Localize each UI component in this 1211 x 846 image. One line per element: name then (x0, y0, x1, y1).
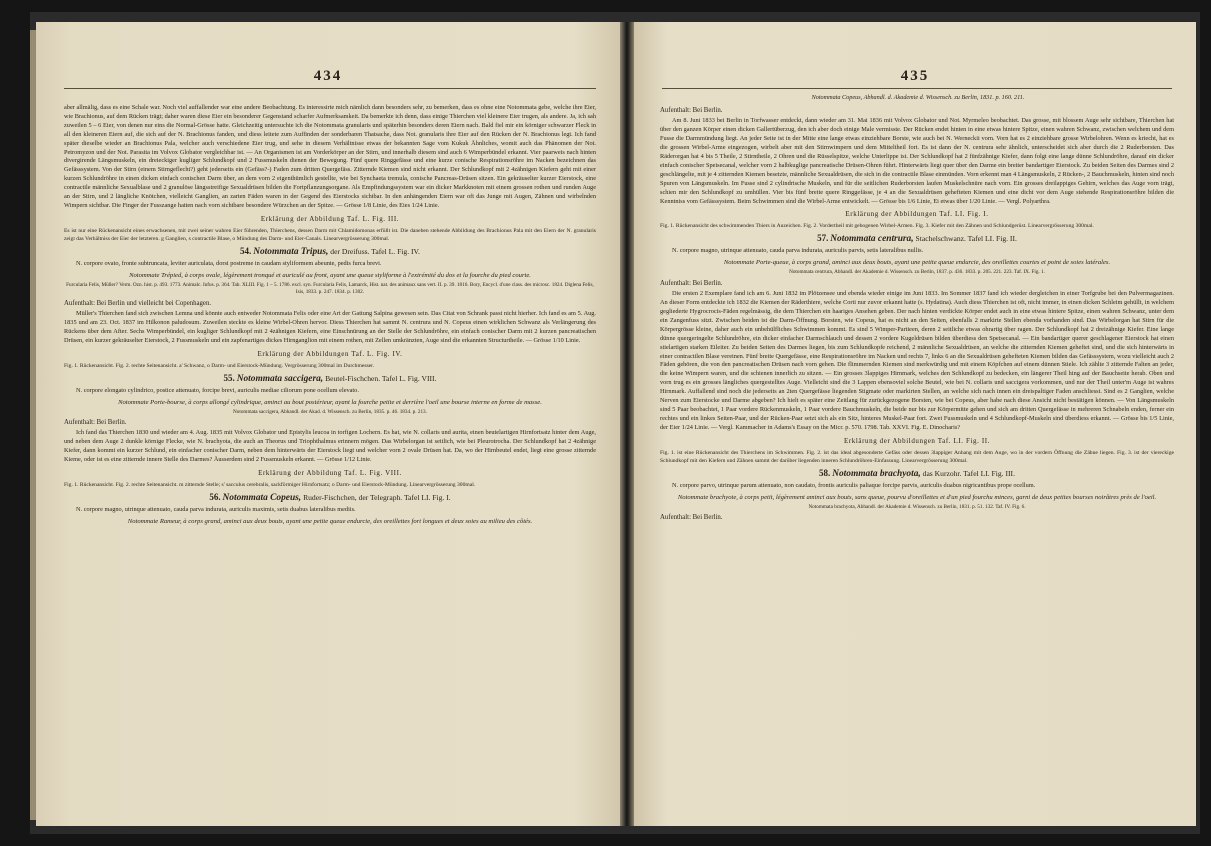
book-spread (30, 12, 1200, 834)
left-page (36, 22, 620, 826)
french-diagnosis: Notommate brachyote, à corps petit, légèrement aminci aux bouts, sans queue, pourvu d'oreillettes et d'un pied fourchu minces, garni de deux petites bourses noirâtres près de l'oeil. (677, 493, 1157, 501)
habitat: Aufenthalt: Bei Berlin. (660, 514, 723, 521)
section-subtitle: Beutel-Fischchen. Tafel L. Fig. VIII. (325, 373, 437, 383)
species-name: Notommata centrura, (830, 234, 914, 245)
figure-explanation-title: Erklärung der Abbildungen Taf. LI. Fig. II. (843, 436, 991, 445)
right-page (634, 22, 1196, 826)
section-heading-58 (660, 468, 1174, 480)
habitat: Aufenthalt: Bei Berlin. (64, 418, 127, 426)
habitat: Aufenthalt: Bei Berlin. (660, 107, 723, 114)
references: Notommata centrura, Abhandl. der Akademie d. Wissensch. zu Berlin, 1837. p. 436. 1833. p. 205. 221. 223. Taf. IX. Fig. 1. (789, 269, 1045, 276)
header-rule (64, 88, 596, 89)
page-number: 434 (313, 68, 343, 84)
running-reference: Notommata Copeus, Abhandl. d. Akademie d. Wissensch. zu Berlin, 1831. p. 160. 211. (811, 94, 1025, 101)
figure-explanation-title: Erklärung der Abbildungen Taf. LI. Fig. I. (845, 210, 989, 219)
section-number: 54. (240, 245, 252, 256)
figure-explanation: Es ist nur eine Rückenansicht eines erwachsenen, mit zwei seiner wahren Eier führenden, Thierchens, dessen Darm mit Chlamidomonas erfüllt ist. Die daneben stehende Abbildung des Brachionus Pala mit den Eiern der N. granularis zeigt das Verhältniss der Eier der letzteren. g Ganglien, s contractile Blase, o Mündung des Darm- und Eier-Canals. Linearvergrösserung 300mal. (64, 227, 596, 242)
book-spine (620, 22, 634, 826)
paragraph: aber allmälig, dass es eine Schale war. Noch viel auffallender war eine andere Beobachtung. Es interessirte mich nämlich dann besonders sehr, zu bemerken, dass es ohne eine Notommata gebe, welche ihre Eier, wie Brachionus, auf dem Rücken trägt; daher waren diese Eier ein besonderer Gegenstand scharfer Aufmerksamkeit. Da bemerkte ich denn, dass einige Thierchen viel kleinere Eier trugen, als andere. Ja, ich sah zuweilen 5 – 6 Eier, von denen nur eins die Normal-Grösse hatte. Gleichzeitig untersuchte ich die Notommata granularis und späterhin besonders deren Eiern nach. Bald fiel mir ein körniger schwarzer Fleck in all den kleineren Eiern auf, die sich auf der N. Brachionus fanden, und diess leitete zum Auffinden der sonderbaren Thatsache, dass Not. granularis ihre Eier auf den Rücken der N. Brachionus legt. Ich fand später dieselbe wieder an Brachionus Pala, welcher auch verschiedene Eier trug, und sehe in diesem Verhältnisse etwas der bekannten Sage vom Kukuk Ähnliches, womit auch das Phänomen der Not. Petromyzon und der Not. Parasita im Volvox Globator vergleichbar ist. — An Organismen ist am Vorderkörper an der Stirn, und innerhalb diesem sind auch 6 Wimperbündel erkannt. Vier paarweis nach hinten divergirende Längsmuskeln, ein dreieckiger kugliger Schlundkopf und 2 Fussmuskeln dienen der Bewegung. Fünf quere Ringgefässe und eine kurze conische Respirationsröhre im Nacken bezeichnen das Gefässsystem. Von der Stirn (einem Stirngeflecht?) geht jederseits ein (Gefäss?-) Faden zum dritten Quergefäss. Zitternde Kiemen sind nicht erkannt. Der Schlundkopf mit 2 4zähnigen Kiefern geht mit einer kurzen Schlundröhre in einen dicken einfach conischen Darm über, an dem vorn 2 eigenthümlich gestellte, wie bei Synchaeta tremula, conische Pancreas-Drüsen sitzen. Ein gekräuselter kurzer Eierstock, eine contractile männliche Sexualblase und 2 granulöse längsstreifige Sexualdrüsen bilden die Fortpflanzungsorgane. Als Empfindungssystem war ein dicker Markknoten mit einem grossen rothen und runden Auge an der Stirn, und 2 längliche Knötchen, vielleicht Ganglien, an zarten Fäden waren in der Gegend des Eierstocks sichtbar. In den anhängenden Eiern war oft das Junge mit Augen, Zähnen und wirbelnden Wimpern sichtbar. Die Finger der Fusszange hatten nach vorn sichtbare besondere Würzchen an der Spitze. — Grösse 1/8 Linie, des Eies 1/24 Linie. (64, 104, 596, 209)
figure-explanation-title: Erklärung der Abbildung Taf. L. Fig. VIII. (258, 468, 402, 477)
french-diagnosis: Notommate Rameur, à corps grand, aminci aux deux bouts, ayant une petite queue endurcie, des oreillettes fort longues et deux soies au milieu des côtés. (127, 517, 533, 525)
figure-explanation-title: Erklärung der Abbildung Taf. L. Fig. III. (260, 214, 400, 223)
figure-explanation: Fig. 1. Rückenansicht. Fig. 2. rechte Seitenansicht. a' Schwanz, o Darm- und Eierstock-Mündung. Vergrösserung 300mal im Durchmesser. (64, 362, 375, 369)
species-name: Notommata saccigera, (236, 373, 324, 384)
habitat: Aufenthalt: Bei Berlin. (660, 279, 723, 287)
section-heading-56 (64, 492, 596, 504)
habitat: Aufenthalt: Bei Berlin und vielleicht bei Copenhagen. (64, 299, 212, 307)
species-name: Notommata Tripus, (253, 246, 329, 257)
french-diagnosis: Notommate Trépied, à corps ovale, légèrement tronqué et auriculé au front, ayant une queue styliforme à l'extrémité du dos et la fourche du pied courte. (129, 271, 531, 279)
section-subtitle: das Kurzohr. Tafel LI. Fig. III. (922, 468, 1015, 478)
paragraph: Müller's Thierchen fand sich zwischen Lemna und könnte auch entweder Notommata Felis oder eine Art der Gattung Salpina gewesen sein. Das Citat von Schrank passt nicht hierher. Ich fand es am 5. Aug. 1835 und am 23. Oct. 1837 im Hilkonon paludosum. Zuweilen steckte es kleine Wirbel-Ohren hervor. Diess Thierchen hat sammt N. centrura und N. Copeus einen wirklichen Schwanz als Verlängerung des Rückens über dem After. Sechs Wimperbündel, ein kugliger Schlundkopf mit 2 4zähnigen Kiefern, eine Einschnürung an der Stelle der Schlundröhre, ein einfach conischer Darm mit 2 kurzen pancreatischen Drüsen, ein kurzer gekräuselter Eierstock, 2 Fussmuskeln und ein zapfenartiges dickes Hirnganglion mit einem rothen, mit Zellen umkränzten, Auge sind die erkannten Structurtheile. — Grösse 1/10 Linie. (64, 310, 596, 344)
french-diagnosis: Notommate Porte-bourse, à corps allongé cylindrique, aminci au bout postérieur, ayant la fourche petite et derrière l'oeil une bourse interne en forme de masse. (118, 398, 542, 406)
latin-diagnosis: N. corpore parvo, utrinque parum attenuato, non caudato, frontis auriculis paliaque forcipe parvis, auriculis duabus nigricantibus prope ocellum. (672, 481, 1036, 489)
figure-explanation-title: Erklärung der Abbildungen Taf. L. Fig. IV. (257, 349, 403, 358)
section-number: 56. (209, 491, 221, 502)
section-subtitle: Ruder-Fischchen, der Telegraph. Tafel LI. Fig. I. (303, 492, 451, 502)
paragraph: Die ersten 2 Exemplare fand ich am 6. Juni 1832 im Plötzensee und ebenda wieder einige im Juni 1833. Im Sommer 1837 fand ich wieder dergleichen in einer Torfgrube bei den Pulvermagazinen. An dieser Form entdeckte ich 1832 die Kiemen der Räderthiere, welche Corti nur zuvor erkannt hatte (s. Hydatina). Auch diess Thierchen ist oft, nicht immer, in einen dicken Schleim gehüllt, in welchem gegliederte Hygrocrocis-Fäden regelmässig, die dem Thierchen ein haariges Ansehen geben. Der nach hinten verdickte Körper endet auch in eine etwas hintere Spitze, einen wahren Schwanz, unter dem ein Zangenfuss sitzt. Zwischen beiden ist die Darm-Öffnung. Borsten, wie Copeus, hat es nicht an den Seiten, ebenfalls 2 markirte Stellen ebenda vorhanden sind. Das Wirbelorgan hat Stirn für die Körpergrösse kleine, daher auch ein unbehülfliches Schwimmen kommt. Es sind 5 Wimper-Partieen, deren 2 seitliche etwas ohrartig über ragen. Der Schlundkopf hat 2 dreizähnige Kiefer. Eine lange dünne quergeringelte Schlundröhre, ein dicker einfacher Darmschlauch und dessen 2 vordere Kugeldrüsen bilden überdiess den Speisecanal. — Ein bandartiger querer geschlagener Eierstock hat einen stielartigen starken Eileiter. Zu beiden Seiten des Darmes liegen, bis zum Schlundkopfe reichend, 2 männliche Sexualdrüsen, an welche die zitternden Kiemen geheftet sind, und die sich hinterwärts in einer contractilen Blase vereinen. Fünf breite Quergefässe, eine Respirationsröhre im Nacken und rechts 7, links 6 an die Sexualdrüsen gehefteten Kiemen bilden das Gefässsystem, wozu vielleicht auch 2 Fäden gehören, die von den pancreatischen Drüsen nach vorn gehen. Die flimmernden Kiemen sind merkwürdig und mit einem Köpfchen auf einem dünnen Stiele. Ich zählte 3 zitternde Falten an jeder, die keine Wimpern waren, und die schienen innerlich zu sitzen. — Ein grosses 3lappiges Hirnmark, welches den Schlundkopf zu bedecken, ein längerer Theil hing auf der Bauchseite herab. Oben und vorn trug es ein grosses längliches quergestelltes Auge. Vielleicht sind die 3 Lappen ebensoviel solche Beutel, wie bei N. collaris und saccigera vorkommen, und nur der Theil unter'm Auge ist wahres Hirnmark. Auffallend sind noch die jederseits an 2ten Quergefässe liegenden Stigmate oder markirten Stellen, an welche sich nach innen ein dreispaltiger Faden anschliesst. Sind es 2 Ganglien, welche Nerven zum Eierstocke und Darme abgeben? Ich hielt es später eine Zeitlang für zurückgezogene Borsten, wie bei Copeus, aber habe nach diese Ansicht nicht bestätigen können. — Von Längsmuskeln sind 5 Paar beobachtet, 1 Paar vordere Rückenmuskeln, 1 Paar vordere Bauchmuskeln, die beide nur bis zur Körpermitte gehen und sich am dritten Quergefässe in mehreren Schnabeln enden, ferner ein rechtes und ein linkes Seiten-Paar, und der Rücken-Paar setzt sich als ein Sitz, hinteres Muskel-Paar fort. Zwei Fussmuskeln und 4 Schlundkopf-Muskeln sind überdiess erkannt. — Grösse bis 1/5 Linie, der Eier 1/24 Linie. — Vergl. Kammacher in Adams's Essay on the Micr. p. 570. 1798. Tab. XXVI. Fig. E. Dinocharis? (660, 290, 1174, 431)
section-subtitle: Stachelschwanz. Tafel LI. Fig. II. (915, 234, 1017, 244)
page-number: 435 (900, 68, 930, 84)
section-heading-57 (660, 233, 1174, 245)
section-number: 58. (819, 467, 831, 478)
references: Furcularia Felis, Müller? Verm. Ozn. hist. p. 493. 1773. Animalc. Infus. p. 364. Tab. XLIII. Fig. 1 – 5. 1786. excl. syn. Furcularia Felis, Lamarck, Hist. nat. des animaux sans vert. II. p. 39. 1816. Bory, Encycl. d'une class. des microsc. 1824. Diglena Felis, Isis, 1833. p. 247. 1834. p. 1302. (66, 281, 594, 296)
figure-explanation: Fig. 1. Rückenansicht des schwimmenden Thiers in Auzeichen. Fig. 2. Vordertheil mit gebogenen Wirbel-Armen. Fig. 3. Kiefer mit den Zähnen und Schlundgerüst. Linearvergrösserung 300mal. (660, 223, 1094, 230)
section-heading-54 (64, 246, 596, 258)
references: Notommata saccigera, Abhandl. der Akad. d. Wissensch. zu Berlin, 1835. p. 46. 1834. p. 213. (233, 408, 427, 415)
section-number: 57. (817, 233, 829, 244)
latin-diagnosis: N. corpore magno, utrinque attenuato, cauda parva indurata, auriculis parvis, setis lateralibus nullis. (672, 247, 924, 255)
section-heading-55 (64, 373, 596, 385)
references: Notommata brachyota, Abhandl. der Akademie d. Wissensch. zu Berlin, 1831. p. 51. 132. Taf. IV. Fig. 6. (808, 503, 1026, 510)
section-number: 55. (223, 372, 235, 383)
latin-diagnosis: N. corpore magno, utrinque attenuato, cauda parva indurata, auriculis maximis, setis duabus lateralibus mediis. (76, 505, 356, 513)
header-rule (662, 88, 1172, 89)
section-subtitle: der Dreifuss. Tafel L. Fig. IV. (330, 246, 420, 256)
paragraph: Ich fand das Thierchen 1830 und wieder am 4. Aug. 1835 mit Volvox Globator und Epistylis leucoa in torfigen Lochern. Es hat, wie N. collaris und aurita, einen beutelartigen Hirnfortsatz hinter dem Auge, und neben dem Auge 2 dunkle körnige Flecke, wie N. brachyota, die auch an Theorus und Triophthalmus erinnern mögen. Das Wirbelorgan ist seitlich, wie bei Pleurotrocha. Der Schlundkopf hat 2 4zähnige Kiefer, dann kommt ein kurzer Schlund, ein einfacher conischer Darm, neben dem hinterwärts der Eierstock liegt und welcher vorn 2 ovale Drüsen hat. Da, wo der Hirnbeutel endet, liegt eine grosse zitternde Kieme, oder ist es eine zitternde innere Stelle des Darmes? Äusserdem sind 2 Fussmuskeln erkannt. — Grösse 1/12 Linie. (64, 429, 596, 464)
french-diagnosis: Notommate Porte-queue, à corps grand, aminci aux deux bouts, ayant une petite queue endurcie, des oreillettes courtes et point de soies latérales. (723, 259, 1111, 267)
latin-diagnosis: N. corpore elongato cylindrico, postice attenuato, forcipe brevi, auriculis mediae ciliorum pone ocellum elevato. (76, 386, 359, 394)
figure-explanation: Fig. 1. Rückenansicht. Fig. 2. rechte Seitenansicht. m zitternde Stelle; s' sacculus cerebralis, sackförmiger Hirnfortsatz; o Darm- und Eierstock-Mündung. Linearvergrösserung 300mal. (64, 481, 476, 488)
paragraph: Am 8. Juni 1833 bei Berlin in Torfwasser entdeckt, dann wieder am 31. Mai 1836 mit Volvox Globator und Not. Myrmeleo beobachtet. Das grosse, mit blossem Auge sehr sichtbare, Thierchen hat über den ganzen Körper einen dicken Gallertüberzug, den ich aber doch einige Male vermisste. Der Rücken endet hinten in eine etwas hintere Spitze, einen wahren Schwanz, zwischen welchem und dem Fusse die Darmmündung liegt. An jeder Seite ist in der Mitte eine lange etwas einziehbare Borste, wie auch bei N. Werneckii vorn. Vorn hat es 2 einziehbare grosse Wirbelohren. Wenn es kriecht, hat es die grossen Wirbel-Arme eingezogen, wirbelt aber mit den Stirnwimpern und dem Mitteltheil fort. Es ist dann der N. centrura sehr ähnlich, unterscheidet sich aber durch die 2 Ruderborsten. Das Räderorgan hat 4 bis 5 Theile, 2 Stirntheile, 2 Ohren und die Rüsselspitze, welche Unterlippe ist. Der Schlundkopf hat 2 fünfzähnige Kiefer, dann folgt eine lange dünne Schlundröhre, darauf ein dicker einfach conischer Speisecanal, welcher vorn 2 halbkuglige pancreatische Drüsen-Ohren führt. Hinterwärts liegt quer über den Darme ein breiter bandartiger Eierstock. Zu beiden Seiten des Darmes sind 2 geschlängelte, mit je 4 zitternden Kiemen besetzte, männliche Sexualdrüsen, die sich in die contractile Blase einmünden. Vorn erkennt man 4 Längsmuskeln, 2 Rücken-, 2 Bauchmuskeln, hinten sind noch Spuren von Längsmuskeln. Im Fusse sind 2 cylindrische Muskeln, und für die seitlichen Ruderborsten laufen Muskelschnüre nach vorn. Ein grosses dreilappiges Gehirn, welches das Auge vorn trägt, schien mir den Schlundkopf zu umhüllen. Vier bis fünf breite quere Ringgefässe, je 4 an die Sexualdrüsen gehefteten Kiemen und eine dicht vor dem Auge stehende Respirationsröhre bilden die Kenntniss vom Gefässsystem. Beim Schwimmen sind die Wirbel-Arme entwickelt. — Grösse bis 1/6 Linie, Ei etwas über 1/20 Linie. — Vergl. Polyarthra. (660, 117, 1174, 205)
latin-diagnosis: N. corpore ovato, fronte subtruncata, leviter auriculata, dorsi postreme in caudam styliformem abeunte, pedis furca brevi. (76, 259, 382, 267)
species-name: Notommata Copeus, (222, 492, 302, 503)
species-name: Notommata brachyota, (832, 468, 921, 479)
figure-explanation: Fig. 1. ist eine Rückenansicht des Thierchens im Schwimmen. Fig. 2. ist das ideal abgesonderte Gefäss oder dessen 3lappiger Anhang mit dem Auge, wo in der vordern Öffnung die Zähne liegen. Fig. 3. ist der viereckige Schlundkopf mit den Kiefern und Zähnen sammt der darüber liegenden inneren Schlundröhren-Einfassung. Linearvergrösserung 300mal. (660, 449, 1174, 464)
